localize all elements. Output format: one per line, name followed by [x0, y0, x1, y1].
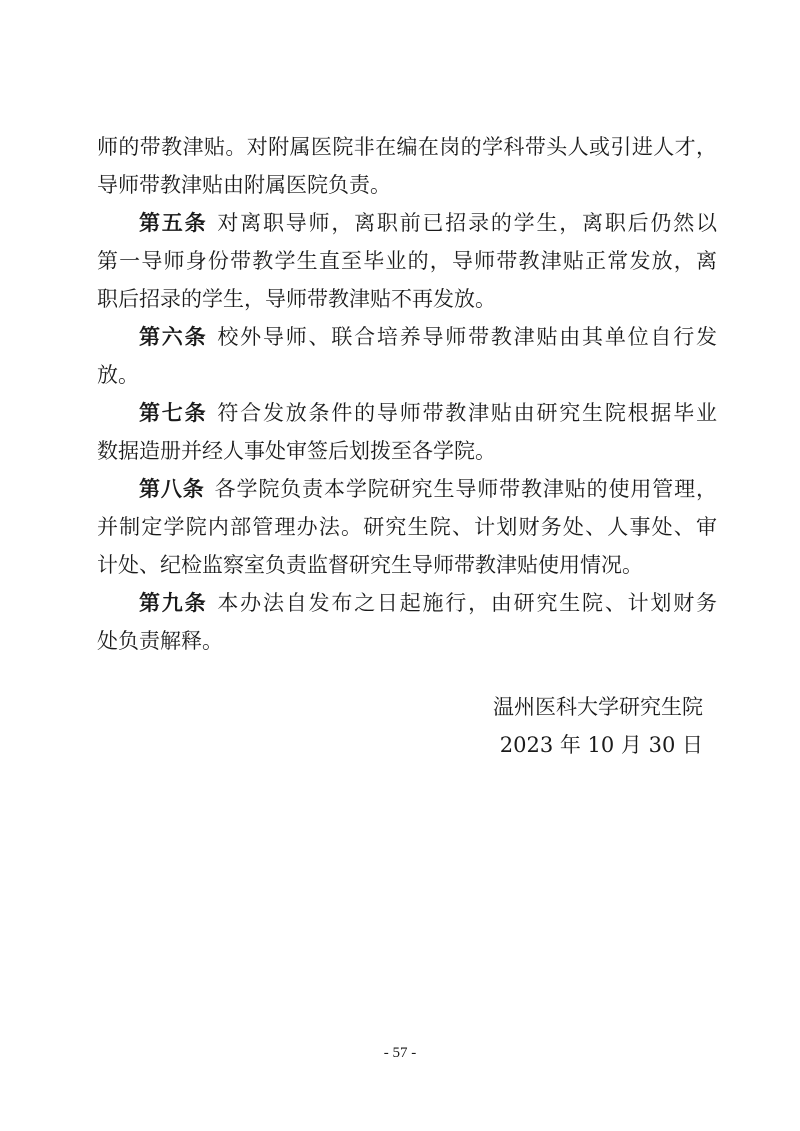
body-text: 校外导师、联合培养导师带教津贴由其单位自行发	[217, 325, 717, 349]
signature-block	[493, 688, 703, 764]
body-line: 师的带教津贴。对附属医院非在编在岗的学科带头人或引进人才，	[97, 135, 717, 159]
article-paragraph-8	[97, 470, 717, 508]
article-paragraph-9	[97, 584, 717, 622]
article-number: 第八条	[139, 477, 205, 501]
body-line: 计处、纪检监察室负责监督研究生导师带教津贴使用情况。	[97, 553, 643, 577]
body-text: 本办法自发布之日起施行，由研究生院、计划财务	[217, 591, 717, 615]
body-line: 导师带教津贴由附属医院负责。	[97, 173, 391, 197]
article-number: 第七条	[139, 401, 208, 425]
body-text: 符合发放条件的导师带教津贴由研究生院根据毕业	[217, 401, 717, 425]
signing-date: 2023 年 10 月 30 日	[499, 733, 703, 757]
body-line: 放。	[97, 363, 139, 387]
body-line: 并制定学院内部管理办法。研究生院、计划财务处、人事处、审	[97, 515, 717, 539]
body-line: 数据造册并经人事处审签后划拨至各学院。	[97, 439, 496, 463]
body-line: 处负责解释。	[97, 629, 223, 653]
article-number: 第九条	[139, 591, 208, 615]
article-paragraph-7	[97, 394, 717, 432]
page-number: - 57 -	[383, 1045, 417, 1061]
article-paragraph-6	[97, 318, 717, 356]
body-text: 对离职导师，离职前已招录的学生，离职后仍然以	[217, 211, 717, 235]
body-line: 第一导师身份带教学生直至毕业的，导师带教津贴正常发放，离	[97, 249, 717, 273]
body-line: 职后招录的学生，导师带教津贴不再发放。	[97, 287, 496, 311]
body-text: 各学院负责本学院研究生导师带教津贴的使用管理，	[214, 477, 717, 501]
article-number: 第六条	[139, 325, 208, 349]
document-body	[97, 128, 717, 660]
article-number: 第五条	[139, 211, 208, 235]
article-paragraph-5	[97, 204, 717, 242]
signing-organization: 温州医科大学研究生院	[493, 695, 703, 719]
